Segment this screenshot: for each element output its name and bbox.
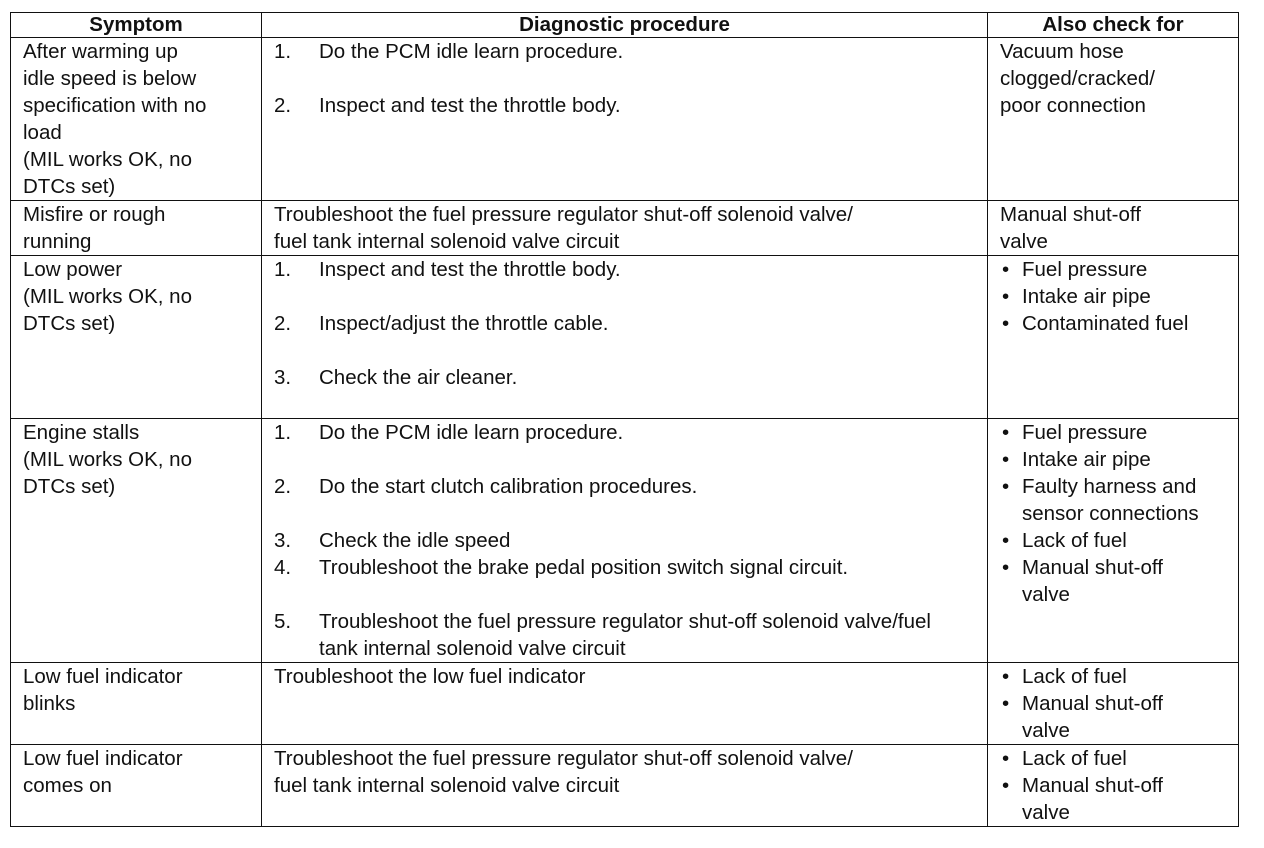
symptom-line: Engine stalls <box>23 421 140 444</box>
bullet-icon: • <box>1002 747 1010 770</box>
also-check-cell <box>988 38 1239 201</box>
procedure-cell <box>262 745 988 827</box>
also-check-item: Lack of fuel <box>1022 665 1127 688</box>
bullet-icon: • <box>1002 556 1010 579</box>
symptom-line: Low power <box>23 258 123 281</box>
table-row <box>11 201 1239 256</box>
also-check-list <box>1000 256 1232 337</box>
also-check-list <box>1000 663 1232 744</box>
list-item <box>1000 772 1232 826</box>
symptom-line: Misfire or rough <box>23 203 166 226</box>
symptom-cell <box>11 419 262 663</box>
also-check-item: Contaminated fuel <box>1022 312 1189 335</box>
symptom-cell <box>11 38 262 201</box>
procedure-line: Troubleshoot the fuel pressure regulator shut-off solenoid valve/ <box>274 203 853 226</box>
table-row <box>11 256 1239 419</box>
bullet-icon: • <box>1002 448 1010 471</box>
step-text: Do the PCM idle learn procedure. <box>319 40 624 63</box>
symptom-line: DTCs set) <box>23 312 116 335</box>
symptom-line: DTCs set) <box>23 475 116 498</box>
table-row <box>11 745 1239 827</box>
list-item <box>1000 663 1232 690</box>
procedure-line: Troubleshoot the fuel pressure regulator shut-off solenoid valve/ <box>274 747 853 770</box>
also-check-line: valve <box>1000 230 1048 253</box>
bullet-icon: • <box>1002 285 1010 308</box>
bullet-icon: • <box>1002 774 1010 797</box>
bullet-icon: • <box>1002 421 1010 444</box>
also-check-list <box>1000 419 1232 608</box>
symptom-line: Low fuel indicator <box>23 747 183 770</box>
step-number: 1. <box>274 40 292 63</box>
also-check-item: Intake air pipe <box>1022 285 1151 308</box>
also-check-list <box>1000 745 1232 826</box>
also-check-line: Vacuum hose <box>1000 40 1124 63</box>
procedure-step <box>274 473 981 500</box>
step-text: Check the air cleaner. <box>319 366 518 389</box>
list-item <box>1000 310 1232 337</box>
procedure-line: fuel tank internal solenoid valve circuit <box>274 230 620 253</box>
bullet-icon: • <box>1002 665 1010 688</box>
symptom-line: load <box>23 121 62 144</box>
procedure-step <box>274 256 981 283</box>
symptom-cell <box>11 663 262 745</box>
also-check-cell <box>988 201 1239 256</box>
also-check-line: Manual shut-off <box>1000 203 1141 226</box>
symptom-line: (MIL works OK, no <box>23 148 192 171</box>
symptom-line: Low fuel indicator <box>23 665 183 688</box>
header-symptom: Symptom <box>11 13 262 38</box>
also-check-item: Intake air pipe <box>1022 448 1151 471</box>
step-text: Troubleshoot the fuel pressure regulator shut-off solenoid valve/fuel tank internal solenoid valve circuit <box>319 610 931 660</box>
step-number: 5. <box>274 610 292 633</box>
procedure-cell <box>262 256 988 419</box>
step-number: 2. <box>274 475 292 498</box>
header-row <box>11 13 1239 38</box>
procedure-line: fuel tank internal solenoid valve circuit <box>274 774 620 797</box>
also-check-line: poor connection <box>1000 94 1146 117</box>
procedure-step <box>274 310 981 337</box>
list-item <box>1000 446 1232 473</box>
procedure-cell <box>262 201 988 256</box>
also-check-item: Faulty harness and sensor connections <box>1022 475 1199 525</box>
table-row <box>11 663 1239 745</box>
step-text: Inspect/adjust the throttle cable. <box>319 312 609 335</box>
procedure-step <box>274 419 981 446</box>
diagnostic-table <box>10 12 1239 827</box>
also-check-line: clogged/cracked/ <box>1000 67 1155 90</box>
also-check-cell <box>988 256 1239 419</box>
procedure-step <box>274 554 981 581</box>
bullet-icon: • <box>1002 475 1010 498</box>
list-item <box>1000 690 1232 744</box>
procedure-cell <box>262 38 988 201</box>
symptom-line: running <box>23 230 92 253</box>
list-item <box>1000 473 1232 527</box>
step-number: 3. <box>274 366 292 389</box>
procedure-step <box>274 527 981 554</box>
header-diagnostic-procedure: Diagnostic procedure <box>262 13 988 38</box>
symptom-line: (MIL works OK, no <box>23 285 192 308</box>
bullet-icon: • <box>1002 692 1010 715</box>
bullet-icon: • <box>1002 529 1010 552</box>
list-item <box>1000 283 1232 310</box>
also-check-cell <box>988 745 1239 827</box>
step-number: 2. <box>274 312 292 335</box>
step-text: Check the idle speed <box>319 529 511 552</box>
procedure-line: Troubleshoot the low fuel indicator <box>274 665 586 688</box>
table-row <box>11 419 1239 663</box>
symptom-line: DTCs set) <box>23 175 116 198</box>
list-item <box>1000 419 1232 446</box>
also-check-item: Fuel pressure <box>1022 421 1148 444</box>
symptom-line: After warming up <box>23 40 178 63</box>
list-item <box>1000 745 1232 772</box>
bullet-icon: • <box>1002 312 1010 335</box>
also-check-item: Manual shut-off valve <box>1022 692 1163 742</box>
list-item <box>1000 554 1232 608</box>
step-text: Do the start clutch calibration procedures. <box>319 475 698 498</box>
symptom-cell <box>11 256 262 419</box>
step-text: Troubleshoot the brake pedal position switch signal circuit. <box>319 556 849 579</box>
also-check-item: Lack of fuel <box>1022 747 1127 770</box>
procedure-step <box>274 92 981 119</box>
procedure-cell <box>262 663 988 745</box>
also-check-item: Manual shut-off valve <box>1022 556 1163 606</box>
step-number: 2. <box>274 94 292 117</box>
step-text: Inspect and test the throttle body. <box>319 94 621 117</box>
step-number: 1. <box>274 258 292 281</box>
symptom-line: comes on <box>23 774 112 797</box>
also-check-item: Manual shut-off valve <box>1022 774 1163 824</box>
list-item <box>1000 256 1232 283</box>
step-text: Inspect and test the throttle body. <box>319 258 621 281</box>
step-number: 1. <box>274 421 292 444</box>
also-check-cell <box>988 663 1239 745</box>
step-number: 4. <box>274 556 292 579</box>
bullet-icon: • <box>1002 258 1010 281</box>
list-item <box>1000 527 1232 554</box>
symptom-line: idle speed is below <box>23 67 197 90</box>
table-row <box>11 38 1239 201</box>
procedure-step <box>274 38 981 65</box>
also-check-item: Lack of fuel <box>1022 529 1127 552</box>
symptom-cell <box>11 745 262 827</box>
step-text: Do the PCM idle learn procedure. <box>319 421 624 444</box>
also-check-item: Fuel pressure <box>1022 258 1148 281</box>
procedure-step <box>274 364 981 391</box>
symptom-line: blinks <box>23 692 76 715</box>
also-check-cell <box>988 419 1239 663</box>
header-also-check-for: Also check for <box>988 13 1239 38</box>
symptom-cell <box>11 201 262 256</box>
procedure-cell <box>262 419 988 663</box>
step-number: 3. <box>274 529 292 552</box>
procedure-step <box>274 608 981 662</box>
symptom-line: (MIL works OK, no <box>23 448 192 471</box>
symptom-line: specification with no <box>23 94 207 117</box>
